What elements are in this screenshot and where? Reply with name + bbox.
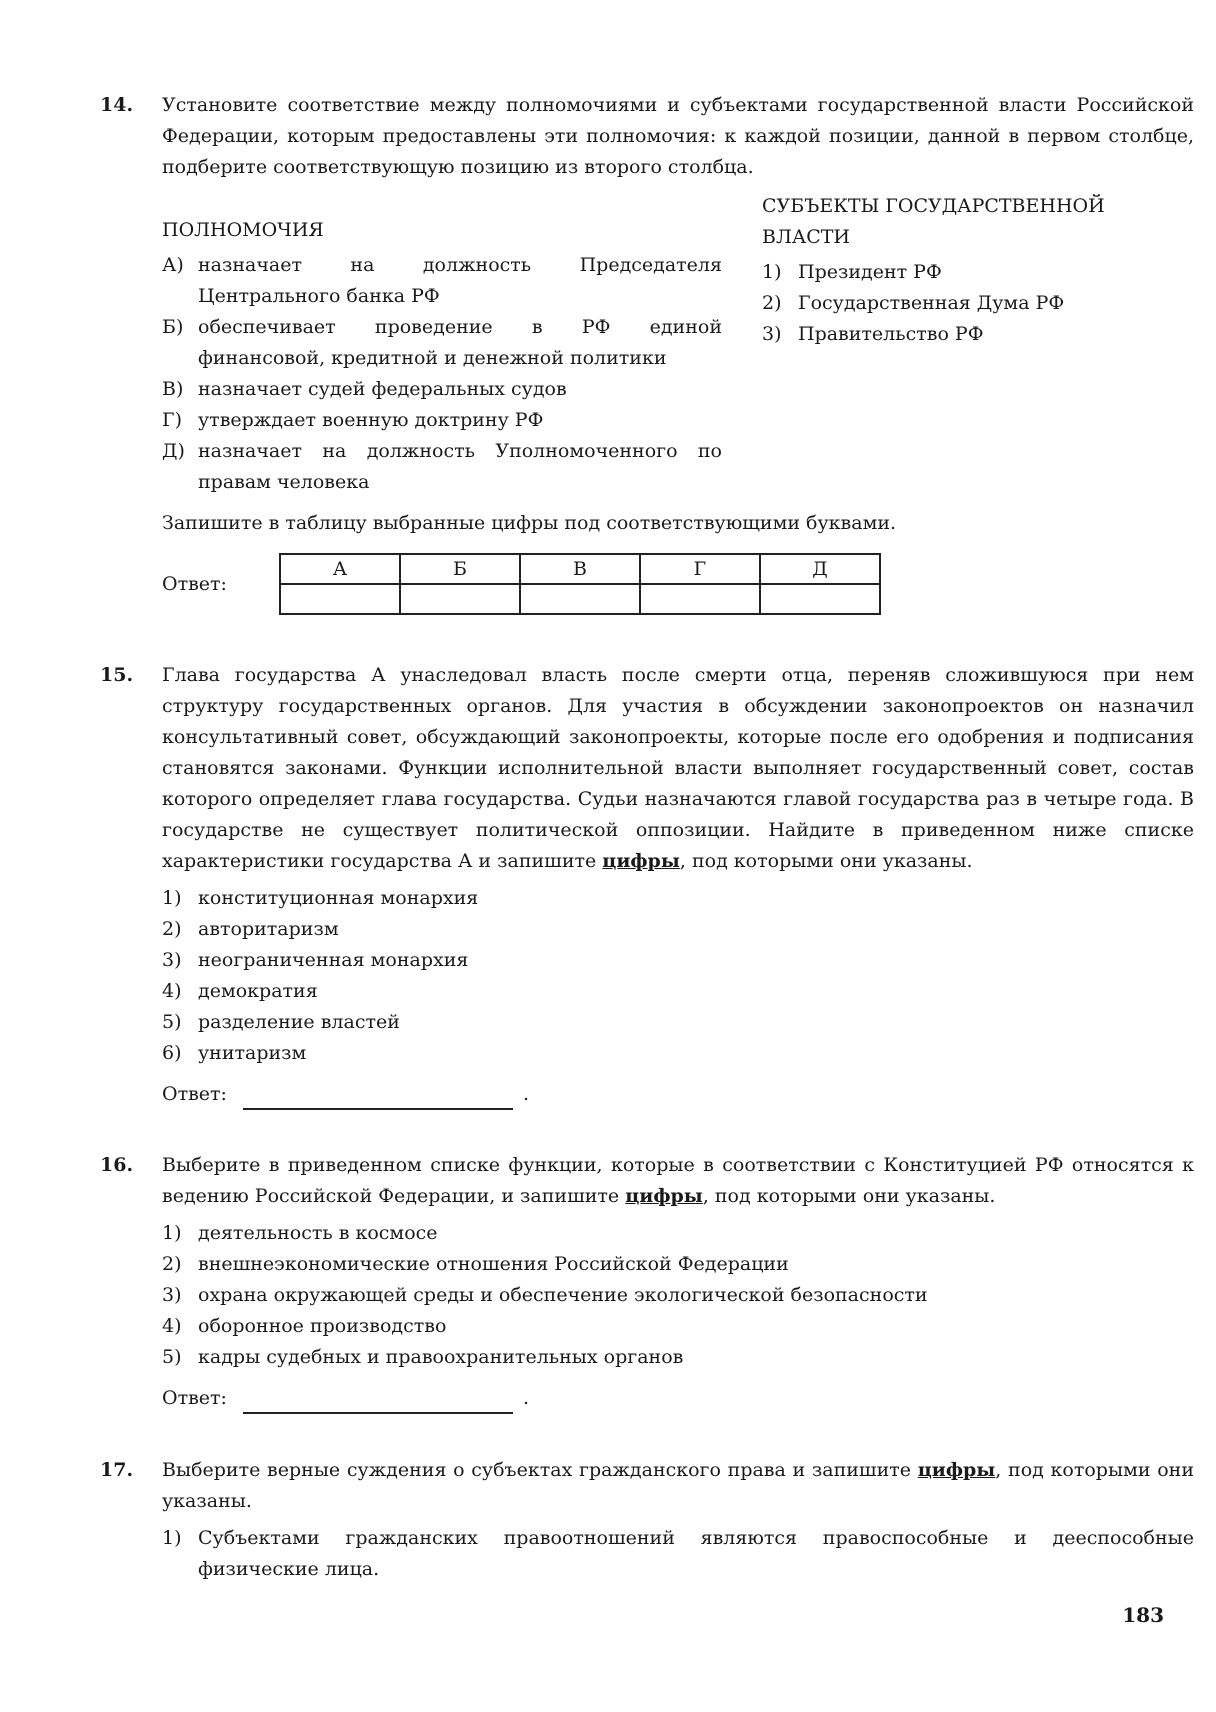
answer-input[interactable] — [243, 1088, 513, 1110]
answer-label: Ответ: — [162, 1083, 227, 1105]
powers-column — [162, 191, 722, 498]
list-item: 5) разделение властей — [162, 1011, 400, 1033]
list-item: 3) неограниченная монархия — [162, 949, 469, 971]
task-16 — [100, 1150, 1194, 1414]
list-item: В) назначает судей федеральных судов — [162, 378, 567, 400]
answer-line: Ответ: . — [162, 1383, 1194, 1414]
table-header: Г — [640, 554, 760, 584]
list-item: 5) кадры судебных и правоохранительных органов — [162, 1346, 684, 1368]
answer-cell[interactable] — [280, 584, 400, 614]
column-header: ПОЛНОМОЧИЯ — [162, 219, 324, 241]
list-item: 6) унитаризм — [162, 1042, 307, 1064]
answer-line: Ответ: . — [162, 1079, 1194, 1110]
table-header: А — [280, 554, 400, 584]
list-item: 3) Правительство РФ — [762, 323, 984, 345]
table-header: Д — [760, 554, 880, 584]
task-number: 16. — [100, 1154, 134, 1176]
instruction: Запишите в таблицу выбранные цифры под соответствующими буквами. — [162, 512, 897, 534]
task-text: Выберите верные суждения о субъектах гражданского права и запишите цифры, под которыми они указаны. — [162, 1459, 1194, 1512]
answer-input[interactable] — [243, 1392, 513, 1414]
answer-table — [279, 553, 881, 615]
list-item: Г) утверждает военную доктрину РФ — [162, 409, 544, 431]
task-number: 14. — [100, 94, 134, 116]
answer-label: Ответ: — [162, 1387, 227, 1409]
list-item: А) назначает на должность Председателя Центрального банка РФ — [162, 254, 722, 307]
task-text: Выберите в приведенном списке функции, которые в соответствии с Конституцией РФ относятся к ведению Российской Федерации, и запишите цифры, под которыми они указаны. — [162, 1154, 1194, 1207]
task-17 — [100, 1455, 1194, 1585]
list-item: 4) оборонное производство — [162, 1315, 447, 1337]
emphasis: цифры — [917, 1459, 996, 1481]
list-item: 3) охрана окружающей среды и обеспечение экологической безопасности — [162, 1284, 928, 1306]
page-number: 183 — [1122, 1603, 1164, 1627]
emphasis: цифры — [625, 1185, 703, 1207]
task-number: 15. — [100, 664, 134, 686]
answer-cell[interactable] — [520, 584, 640, 614]
task-14 — [100, 90, 1194, 615]
list-item: 1) конституционная монархия — [162, 887, 479, 909]
list-item: 2) Государственная Дума РФ — [762, 292, 1065, 314]
list-item: Б) обеспечивает проведение в РФ единой финансовой, кредитной и денежной политики — [162, 316, 722, 369]
list-item: 1) деятельность в космосе — [162, 1222, 438, 1244]
list-item: 4) демократия — [162, 980, 318, 1002]
answer-label: Ответ: — [162, 572, 227, 595]
answer-cell[interactable] — [760, 584, 880, 614]
table-header: В — [520, 554, 640, 584]
list-item: Д) назначает на должность Уполномоченного по правам человека — [162, 440, 722, 493]
answer-cell[interactable] — [640, 584, 760, 614]
list-item: 2) авторитаризм — [162, 918, 339, 940]
task-15 — [100, 660, 1194, 1110]
list-item: 1) Субъектами гражданских правоотношений являются правоспособные и дееспособные физические лица. — [162, 1527, 1194, 1580]
answer-cell[interactable] — [400, 584, 520, 614]
list-item: 1) Президент РФ — [762, 261, 942, 283]
column-header: СУБЪЕКТЫ ГОСУДАРСТВЕННОЙ ВЛАСТИ — [762, 195, 1105, 248]
subjects-column — [762, 191, 1162, 498]
answer-row — [162, 553, 1194, 615]
emphasis: цифры — [602, 850, 680, 872]
task-number: 17. — [100, 1459, 134, 1481]
list-item: 2) внешнеэкономические отношения Российской Федерации — [162, 1253, 789, 1275]
task-intro: Установите соответствие между полномочиями и субъектами государственной власти Российской Федерации, которым предоставлены эти полномочия: к каждой позиции, данной в первом столбце, подберите соответствующую позицию из второго столбца. — [162, 94, 1194, 178]
table-header: Б — [400, 554, 520, 584]
task-text: Глава государства А унаследовал власть после смерти отца, переняв сложившуюся при нем структуру государственных органов. Для участия в обсуждении законопроектов он назначил консультативный совет, обсуждающий законопроекты, которые после его одобрения и подписания становятся законами. Функции исполнительной власти выполняет государственный совет, состав которого определяет глава государства. Судьи назначаются главой государства раз в четыре года. В государстве не существует политической оппозиции. Найдите в приведенном ниже списке характеристики государства А и запишите цифры, под которыми они указаны. — [162, 664, 1194, 872]
